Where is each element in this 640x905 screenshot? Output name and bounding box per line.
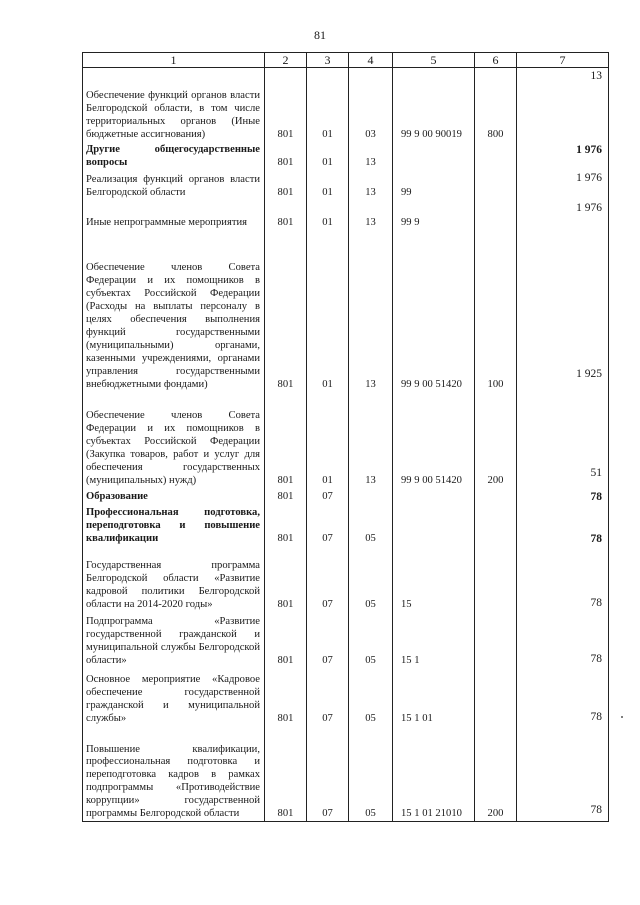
row-ministry-code: 801 — [265, 230, 307, 392]
table-row — [83, 200, 609, 230]
row-name: Профессиональная подготовка, переподготовка и повышение квалификации — [83, 504, 265, 546]
row-amount: 1 925 — [517, 230, 609, 392]
table-row — [83, 142, 609, 170]
row-subsection-code: 13 — [349, 200, 393, 230]
row-target-article: 99 9 — [393, 200, 475, 230]
row-target-article: 15 1 — [393, 612, 475, 668]
row-expense-type: 100 — [475, 230, 517, 392]
row-ministry-code: 801 — [265, 68, 307, 142]
row-amount: 78 — [517, 546, 609, 612]
row-ministry-code: 801 — [265, 612, 307, 668]
row-ministry-code: 801 — [265, 170, 307, 200]
row-subsection-code: 05 — [349, 546, 393, 612]
row-target-article — [393, 142, 475, 170]
col-header-5: 5 — [393, 53, 475, 68]
row-name: Другие общегосударственные вопросы — [83, 142, 265, 170]
row-section-code: 01 — [307, 200, 349, 230]
table-row — [83, 612, 609, 668]
row-section-code: 07 — [307, 488, 349, 504]
row-expense-type — [475, 668, 517, 726]
row-expense-type — [475, 488, 517, 504]
row-section-code: 07 — [307, 612, 349, 668]
col-header-3: 3 — [307, 53, 349, 68]
row-expense-type — [475, 142, 517, 170]
row-subsection-code: 13 — [349, 142, 393, 170]
row-ministry-code: 801 — [265, 546, 307, 612]
col-header-1: 1 — [83, 53, 265, 68]
row-section-code: 07 — [307, 668, 349, 726]
row-expense-type — [475, 612, 517, 668]
row-section-code: 01 — [307, 142, 349, 170]
row-ministry-code: 801 — [265, 488, 307, 504]
row-section-code: 07 — [307, 726, 349, 822]
row-name: Иные непрограммные мероприятия — [83, 200, 265, 230]
row-section-code: 01 — [307, 170, 349, 200]
row-target-article: 99 9 00 90019 — [393, 68, 475, 142]
row-ministry-code: 801 — [265, 504, 307, 546]
header-row — [83, 53, 609, 68]
row-name: Государственная программа Белгородской области «Развитие кадровой политики Белгородской области на 2014-2020 годы» — [83, 546, 265, 612]
row-section-code: 01 — [307, 392, 349, 488]
row-name: Обеспечение членов Совета Федерации и их помощников в субъектах Российской Федерации (Закупка товаров, работ и услуг для обеспечения государственных (муниципальных) нужд) — [83, 392, 265, 488]
row-target-article: 99 9 00 51420 — [393, 230, 475, 392]
row-amount: 13 — [517, 68, 609, 142]
row-section-code: 01 — [307, 230, 349, 392]
budget-table — [82, 52, 609, 822]
row-expense-type: 200 — [475, 726, 517, 822]
row-name: Основное мероприятие «Кадровое обеспечение государственной гражданской и муниципальной службы» — [83, 668, 265, 726]
row-section-code: 07 — [307, 546, 349, 612]
row-name: Реализация функций органов власти Белгородской области — [83, 170, 265, 200]
col-header-2: 2 — [265, 53, 307, 68]
row-ministry-code: 801 — [265, 392, 307, 488]
row-expense-type — [475, 504, 517, 546]
row-amount: 51 — [517, 392, 609, 488]
scan-speck — [621, 716, 623, 718]
row-amount: 78 — [517, 726, 609, 822]
row-subsection-code: 13 — [349, 392, 393, 488]
row-name: Подпрограмма «Развитие государственной гражданской и муниципальной службы Белгородской области» — [83, 612, 265, 668]
row-amount: 78 — [517, 488, 609, 504]
row-amount: 1 976 — [517, 200, 609, 230]
row-name: Обеспечение членов Совета Федерации и их помощников в субъектах Российской Федерации (Расходы на выплаты персоналу в целях обеспечения выполнения функций государственными (муниципальными) органами, казенными учреждениями, органами управления государственными внебюджетными фондами) — [83, 230, 265, 392]
table-row — [83, 170, 609, 200]
row-ministry-code: 801 — [265, 726, 307, 822]
row-section-code: 01 — [307, 68, 349, 142]
col-header-4: 4 — [349, 53, 393, 68]
row-subsection-code — [349, 488, 393, 504]
table-row — [83, 68, 609, 142]
row-name: Обеспечение функций органов власти Белгородской области, в том числе территориальных органов (Иные бюджетные ассигнования) — [83, 68, 265, 142]
table-row — [83, 726, 609, 822]
row-expense-type — [475, 200, 517, 230]
row-subsection-code: 05 — [349, 612, 393, 668]
row-name: Образование — [83, 488, 265, 504]
row-ministry-code: 801 — [265, 668, 307, 726]
table-row — [83, 230, 609, 392]
row-ministry-code: 801 — [265, 200, 307, 230]
row-subsection-code: 13 — [349, 170, 393, 200]
row-subsection-code: 05 — [349, 668, 393, 726]
row-amount: 78 — [517, 504, 609, 546]
row-amount: 1 976 — [517, 142, 609, 170]
row-expense-type: 200 — [475, 392, 517, 488]
row-expense-type: 800 — [475, 68, 517, 142]
row-expense-type — [475, 546, 517, 612]
row-target-article: 15 — [393, 546, 475, 612]
row-expense-type — [475, 170, 517, 200]
row-subsection-code: 13 — [349, 230, 393, 392]
row-target-article: 15 1 01 — [393, 668, 475, 726]
table-row — [83, 392, 609, 488]
row-target-article — [393, 488, 475, 504]
row-target-article: 99 — [393, 170, 475, 200]
row-ministry-code: 801 — [265, 142, 307, 170]
row-subsection-code: 05 — [349, 726, 393, 822]
row-amount: 1 976 — [517, 170, 609, 200]
row-section-code: 07 — [307, 504, 349, 546]
row-amount: 78 — [517, 612, 609, 668]
row-amount: 78 — [517, 668, 609, 726]
col-header-7: 7 — [517, 53, 609, 68]
row-target-article — [393, 504, 475, 546]
page-number: 81 — [314, 28, 326, 42]
row-subsection-code: 05 — [349, 504, 393, 546]
table-row — [83, 504, 609, 546]
table-row — [83, 488, 609, 504]
col-header-6: 6 — [475, 53, 517, 68]
table-row — [83, 546, 609, 612]
table-row — [83, 668, 609, 726]
row-subsection-code: 03 — [349, 68, 393, 142]
row-target-article: 99 9 00 51420 — [393, 392, 475, 488]
row-target-article: 15 1 01 21010 — [393, 726, 475, 822]
row-name: Повышение квалификации, профессиональная подготовка и переподготовка кадров в рамках подпрограммы «Противодействие коррупции» государственной программы Белгородской области — [83, 726, 265, 822]
